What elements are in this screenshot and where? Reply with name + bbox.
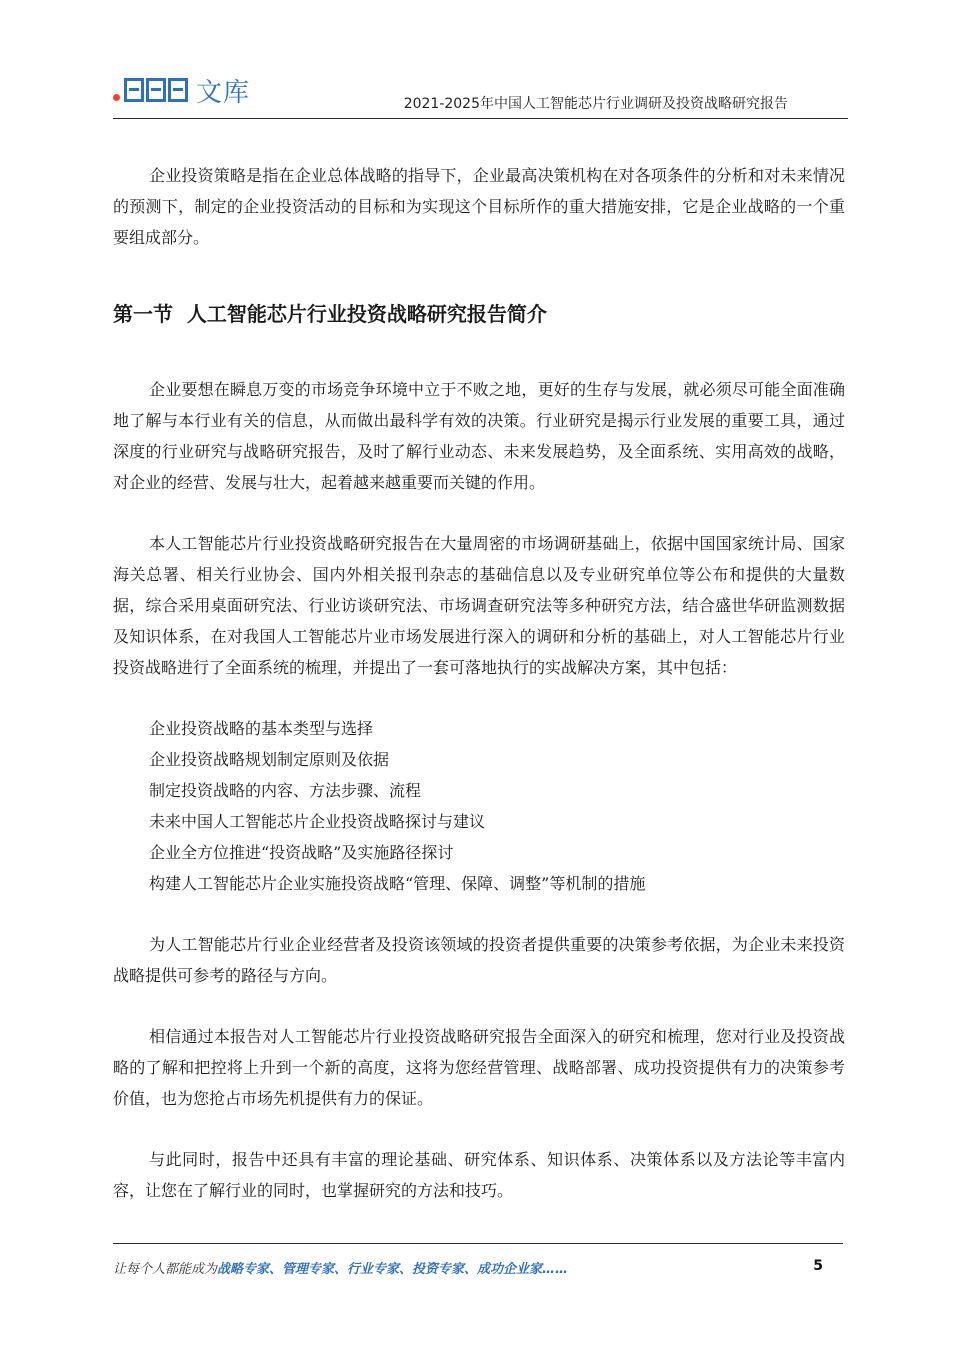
page-content	[113, 160, 845, 1206]
paragraph-1: 企业要想在瞬息万变的市场竞争环境中立于不败之地，更好的生存与发展，就必须尽可能全面准确地了解与本行业有关的信息，从而做出最科学有效的决策。行业研究是揭示行业发展的重要工具，通过深度的行业研究与战略研究报告，及时了解行业动态、未来发展趋势，及全面系统、实用高效的战略，对企业的经营、发展与壮大，起着越来越重要而关键的作用。	[113, 380, 845, 492]
intro-paragraph: 企业投资策略是指在企业总体战略的指导下，企业最高决策机构在对各项条件的分析和对未来情况的预测下，制定的企业投资活动的目标和为实现这个目标所作的重大措施安排，它是企业战略的一个重要组成部分。	[113, 166, 845, 247]
page-number: 5	[813, 1258, 823, 1274]
logo-mark-icon	[124, 78, 188, 102]
list-item: 企业投资战略规划制定原则及依据	[149, 750, 390, 769]
logo-dot-icon	[113, 94, 120, 101]
list-item: 构建人工智能芯片企业实施投资战略“管理、保障、调整”等机制的措施	[149, 874, 646, 893]
document-title: 2021-2025年中国人工智能芯片行业调研及投资战略研究报告	[403, 96, 788, 112]
logo-text: 文库	[196, 77, 251, 108]
strategy-list	[113, 713, 845, 899]
section-heading: 第一节 人工智能芯片行业投资战略研究报告简介	[113, 302, 547, 326]
brand-logo	[113, 70, 250, 110]
list-item: 未来中国人工智能芯片企业投资战略探讨与建议	[149, 812, 486, 831]
paragraph-5: 与此同时，报告中还具有丰富的理论基础、研究体系、知识体系、决策体系以及方法论等丰富内容，让您在了解行业的同时，也掌握研究的方法和技巧。	[113, 1150, 845, 1200]
page-footer	[113, 1258, 823, 1282]
list-item: 制定投资战略的内容、方法步骤、流程	[149, 781, 422, 800]
list-item: 企业全方位推进“投资战略”及实施路径探讨	[149, 843, 454, 862]
footer-slogan-roles: 战略专家、管理专家、行业专家、投资专家、成功企业家……	[217, 1262, 569, 1277]
footer-slogan-lead: 让每个人都能成为	[113, 1262, 218, 1277]
paragraph-4: 相信通过本报告对人工智能芯片行业投资战略研究报告全面深入的研究和梳理，您对行业及投资战略的了解和把控将上升到一个新的高度，这将为您经营管理、战略部署、成功投资提供有力的决策参考价值，也为您抢占市场先机提供有力的保证。	[113, 1027, 845, 1108]
footer-divider	[113, 1243, 843, 1244]
page-header	[113, 68, 848, 119]
paragraph-3: 为人工智能芯片行业企业经营者及投资该领域的投资者提供重要的决策参考依据，为企业未来投资战略提供可参考的路径与方向。	[113, 935, 845, 985]
paragraph-2: 本人工智能芯片行业投资战略研究报告在大量周密的市场调研基础上，依据中国国家统计局、国家海关总署、相关行业协会、国内外相关报刊杂志的基础信息以及专业研究单位等公布和提供的大量数据，综合采用桌面研究法、行业访谈研究法、市场调查研究法等多种研究方法，结合盛世华研监测数据及知识体系，在对我国人工智能芯片业市场发展进行深入的调研和分析的基础上，对人工智能芯片行业投资战略进行了全面系统的梳理，并提出了一套可落地执行的实战解决方案，其中包括：	[113, 534, 845, 677]
list-item: 企业投资战略的基本类型与选择	[149, 719, 374, 738]
